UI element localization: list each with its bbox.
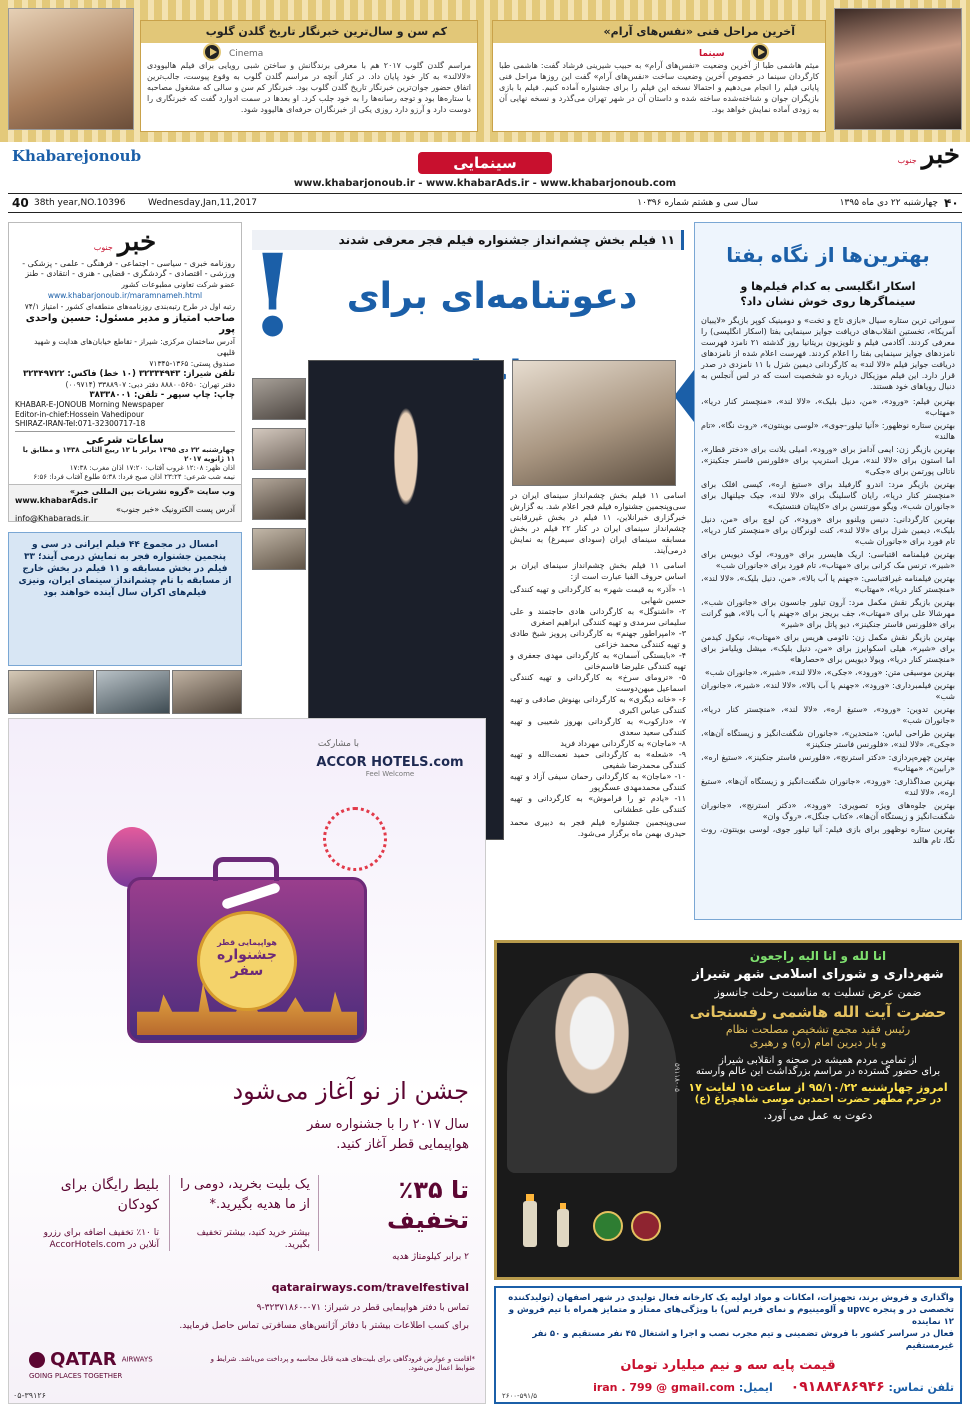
festival-sub: هواپیمایی قطر — [217, 938, 277, 947]
masthead-email[interactable]: info@Khabarads.ir — [15, 514, 89, 523]
masthead-tehran: دفتر تهران: ۸۸۸۰۰۵۶۵۰ دفتر دبی: ۳۳۸۸۹۰۷ (۰۰۹۷۱۴) — [65, 380, 235, 389]
factory-l2: تخصصی در و پنجره upvc و آلومینیوم و نمای فریم لس) با ویژگی‌های ممتاز و متمایز همراه با تیم فروش و ۱۲ نماینده — [508, 1305, 954, 1327]
logo-right-text: خبر — [921, 140, 960, 170]
offer-col-2 — [169, 1175, 319, 1251]
masthead-owner: صاحب امتیاز و مدیر مسئول: حسین واحدی پور — [25, 313, 235, 335]
play-icon — [751, 43, 769, 61]
emblem-icon — [593, 1211, 623, 1241]
film-item: ۳- «امپراطور جهنم» به کارگردانی پرویز شیخ طادی و تهیه کنندگی محمد خزاعی — [510, 629, 686, 649]
qatar-sub2: هواپیمایی قطر آغاز کنید. — [336, 1137, 469, 1152]
bafta-item: بهترین صداگذاری: «ورود»، «جانوران شگفت‌انگیز و زیستگاه آن‌ها»، «ستیغ اره»، «لالا لند» — [701, 777, 955, 797]
logo-left-text: Khabarejonoub — [12, 147, 142, 165]
side-photo-1 — [172, 670, 242, 714]
qatar-brand: QATAR — [50, 1349, 117, 1370]
bafta-item: بهترین فیلمنامه اقتباسی: اریک هایسرر برای «ورود»، لوک دیویس برای «شیر»، ترنس مک کرانی برای «مهتاب»، تام فورد برای «جانوران شب» — [701, 550, 955, 570]
condolence-verse: انا لله و انا الیه راجعون — [749, 949, 887, 963]
film-item: ۱- «آذر» به قیمت شهر» به کارگردانی و تهیه کنندگی حسین شهابی — [510, 585, 686, 605]
section-label: سینمایی — [453, 154, 517, 172]
candle-icon-2 — [557, 1209, 569, 1247]
bafta-item: بهترین ستاره نوظهور: «آنیا تیلور-جوی»، «لوسی بوینتون»، «روث نگا»، «تام هالند» — [701, 421, 955, 441]
masthead-address: آدرس ساختمان مرکزی: شیراز - تقاطع خیابان‌های هدایت و شهید قلیهی — [34, 337, 235, 357]
condolence-l7: امروز چهارشنبه ۹۵/۱۰/۲۲ از ساعت ۱۵ لغایت ۱۷ — [688, 1081, 948, 1094]
condolence-l1: شهرداری و شورای اسلامی شهر شیراز — [692, 967, 944, 982]
qatar-contact: تماس با دفتر هواپیمایی قطر در شیراز: ۰۷۱-۳۲۳۷۱۸۶۰-۹ — [256, 1303, 469, 1313]
factory-email[interactable]: iran . 799 @ gmail.com — [593, 1381, 735, 1394]
header-logo-left — [12, 146, 142, 170]
date-bar — [8, 195, 962, 211]
top-left-title — [141, 21, 477, 43]
factory-l3: فعال در سراسر کشور با فروش تضمینی و تیم مجرب نصب و اجرا و اشتغال ۴۵ نفر مستقیم و ۵۰ نفر غیرمستقیم — [532, 1329, 954, 1351]
oryx-icon — [29, 1352, 45, 1368]
offer-2-sub: بیشتر خرید کنید، بیشتر تخفیف بگیرید. — [196, 1228, 310, 1250]
qatar-brand-sub: AIRWAYS — [121, 1355, 153, 1364]
qatar-fine-print: *اقامت و عوارض فرودگاهی برای بلیت‌های هدیه قابل محاسبه و پرداخت می‌باشد. شرایط و ضوابط اعمال می‌شود. — [210, 1355, 475, 1372]
top-right-title — [493, 21, 825, 43]
bafta-item: بهترین طراحی لباس: «متحدین»، «جانوران شگفت‌انگیز و زیستگاه آن‌ها»، «جکی»، «لالا لند»، «فلورنس فاستر جنکینز» — [701, 729, 955, 749]
date-en: Wednesday,Jan,11,2017 — [148, 198, 257, 208]
film-item: ۸- «ماجان» به کارگردانی مهرداد فرید — [560, 739, 686, 748]
page-number-left: 40 — [12, 196, 29, 210]
factory-email-label: ایمیل: — [738, 1381, 773, 1394]
masthead-about: روزنامه خبری - سیاسی - اجتماعی - فرهنگی - علمی - پزشکی - ورزشی - اقتصادی - گردشگری - قضایی - هنری - انتقادی - طنز — [22, 259, 235, 278]
top-left-photo — [8, 8, 134, 130]
suitcase-illustration — [101, 807, 391, 1047]
prayer-title: ساعات شرعی — [15, 431, 235, 446]
masthead-en1: KHABAR-E-JONOUB Morning Newspaper — [15, 400, 164, 409]
condolence-l6: برای حضور گسترده در مراسم بزرگداشت این عالم وارسته — [695, 1066, 941, 1077]
masthead-phone: تلفن شیراز: ۳۲۳۳۴۹۴۳ (۱۰ خط) فاکس: ۳۲۳۴۹۷۲۲ — [22, 369, 235, 379]
festival-circle — [197, 911, 297, 1011]
top-right-teaser — [492, 20, 826, 132]
side-photo-2 — [96, 670, 170, 714]
film-item: ۲- «اشنوگل» به کارگردانی هادی حاجتمند و علی سلیمانی سرمدی و تهیه کنندگی ابراهیم اصغری — [510, 607, 686, 627]
header-logo-right — [860, 140, 960, 174]
condolence-l5: از تمامی مردم همیشه در صحنه و انقلابی شیراز — [719, 1055, 917, 1066]
top-left-body: مراسم گلدن گلوب ۲۰۱۷ هم با معرفی برندگانش و ساختن شبی رویایی برای فیلم هالیوودی «لالالند» به کار خود پایان داد. در کنار آنچه در مراسم گلدن گلوب به وقوع پیوست، جالب‌ترین اتفاق حضور جوان‌ترین خبرنگار تاریخ گلدن گلوب بود. خبرنگار کم سن و سالی که مشغول مصاحبه با ستاره‌ها بود و توجه رسانه‌ها را به خود جلب کرد. او بعدها در سمت ادوارد گفت که خبرنگاری را دوست دارد و آرزو دارد روزی یکی از خبرنگاران حرفه‌ای هالیوود شود. — [147, 61, 472, 114]
arrow-left-icon — [674, 370, 694, 422]
emblem-icon-2 — [631, 1211, 661, 1241]
bafta-box — [694, 222, 962, 920]
factory-phone[interactable]: ۰۹۱۸۸۴۸۶۹۴۶ — [790, 1379, 885, 1395]
exclaim-mark: ! — [248, 231, 298, 362]
condolence-l9: دعوت به عمل می آورد. — [763, 1109, 873, 1122]
festival-title: جشنواره سفر — [217, 947, 277, 979]
accor-sub: Feel Welcome — [365, 770, 415, 778]
qatar-url[interactable]: qatarairways.com/travelfestival — [271, 1281, 469, 1294]
old-woman-photo — [512, 360, 676, 486]
bafta-subtitle: اسکار انگلیسی به کدام فیلم‌ها و سینماگرها روی خوش نشان داد؟ — [740, 280, 916, 308]
condolence-box — [494, 940, 962, 1280]
center-kicker: ۱۱ فیلم بخش چشم‌انداز جشنواره فیلم فجر معرفی شدند — [252, 230, 684, 250]
masthead-logo-sub: جنوب — [93, 243, 113, 252]
cleric-photo — [507, 973, 677, 1173]
site-url[interactable]: www.khabarAds.ir — [15, 496, 98, 505]
masthead-rank: رتبه اول در طرح رتبه‌بندی روزنامه‌های منطقه‌ای کشور - امتیاز ۷۴/۱ — [24, 302, 235, 311]
offer-col-1 — [329, 1175, 469, 1263]
issue-fa: سال سی و هشتم شماره ۱۰۳۹۶ — [637, 198, 758, 208]
offer-3-sub: تا ۱۰٪ تخفیف اضافه برای رزرو آنلاین در AccorHotels.com — [43, 1228, 159, 1250]
film-still-2 — [252, 428, 306, 470]
masthead-en3: SHIRAZ-IRAN-Tel:071-32300717-18 — [15, 419, 146, 428]
masthead-en2: Editor-in-chief:Hossein Vahedipour — [15, 409, 144, 419]
film-item: ۱۰- «ماجان» به کارگردانی رحمان سیفی آزاد و تهیه کنندگی محمدمهدی عسگرپور — [510, 772, 686, 792]
bafta-item: بهترین کارگردانی: دنیس ویلنوو برای «ورود»، کن لوچ برای «من، دنیل بلیک»، دیمین شزل برای «لالا لند»، کنت لونرگان برای «منچستر کنار دریا»، تام فورد برای «جانوران شب» — [701, 515, 955, 546]
condolence-code: ۵۹۱۱۸-۰۵ — [673, 1063, 681, 1092]
bafta-item: بهترین بازیگر مرد: اندرو گارفیلد برای «ستیغ اره»، کیسی افلک برای «منچستر کنار دریا»، رایان گاسلینگ برای «لالا لند»، جیک جیلنهال برای «جانوران شب»، ویگو مورتنسن برای «کاپیتان فنتستیک» — [701, 480, 955, 511]
factory-phone-label: تلفن تماس: — [888, 1381, 954, 1394]
bafta-item: بهترین جلوه‌های ویژه تصویری: «ورود»، «دکتر استرنج»، «جانوران شگفت‌انگیز و زیستگاه آن‌ها»، «کتاب جنگل»، «روگ وان» — [701, 801, 955, 821]
play-icon — [203, 43, 221, 61]
factory-price: قیمت پایه سه و نیم میلیارد تومان — [620, 1358, 836, 1373]
bafta-item: بهترین فیلمنامه غیراقتباسی: «جهنم یا آب بالا»، «من، دنیل بلیک»، «لالا لند»، «منچستر کنار دریا»، «مهتاب» — [701, 574, 955, 594]
masthead-print: چاپ: چاپ سپهر - تلفن: ۳۸۳۳۸۰۰۱ — [89, 390, 235, 400]
side-photo-3 — [8, 670, 94, 714]
film-item: ۱۱- «یادم تو را فراموش» به کارگردانی و تهیه کنندگی علی عطشانی — [510, 794, 686, 814]
accor-text: ACCOR HOTELS.com — [316, 755, 464, 770]
masthead-member: عضو شرکت تعاونی مطبوعات کشور — [121, 280, 235, 289]
top-left-teaser — [140, 20, 478, 132]
bafta-item: بهترین فیلمبرداری: «ورود»، «جهنم یا آب بالا»، «لالا لند»، «شیر»، «جانوران شب» — [701, 681, 955, 701]
factory-code: ۲۶۰۰-۵۹۱/۵ — [502, 1392, 537, 1400]
factory-contact — [502, 1379, 954, 1395]
film-list — [510, 584, 686, 815]
web-box — [8, 484, 242, 522]
bafta-list — [701, 396, 955, 846]
suitcase-handle — [213, 857, 279, 881]
candle-icon — [523, 1201, 537, 1247]
date-fa: چهارشنبه ۲۲ دی ماه ۱۳۹۵ — [839, 198, 938, 208]
qatar-agency: برای کسب اطلاعات بیشتر با دفاتر آژانس‌های مسافرتی تماس حاصل فرمایید. — [179, 1321, 469, 1331]
factory-l1: واگذاری و فروش برند، تجهیزات، امکانات و مواد اولیه یک کارخانه فعال تولیدی در شهر اصفهان (تولیدکننده — [508, 1293, 954, 1303]
bafta-item: بهترین بازیگر زن: ایمی آدامز برای «ورود»، امیلی بلانت برای «دختر قطار»، اما استون برای «لالا لند»، مریل استریپ برای «فلورنس فاستر جنکینز»، ناتالی پورتمن برای «جکی» — [701, 445, 955, 476]
offer-3-title: بلیط رایگان برای کودکان — [60, 1177, 159, 1213]
masthead-url: www.khabarjonoub.ir/maramnameh.html — [47, 291, 203, 300]
firework-icon — [323, 807, 387, 871]
offer-1-title: تا ۳۵٪ تخفیف — [387, 1176, 469, 1234]
center-headline: دعوتنامه‌ای برای — [346, 276, 638, 317]
header-rule — [8, 193, 962, 194]
film-still-1 — [252, 378, 306, 420]
film-item: ۷- «دارکوب» به کارگردانی بهروز شعیبی و تهیه کنندگی سعید سعدی — [510, 717, 686, 737]
qatar-ad — [8, 718, 486, 1404]
site-label: وب سایت «گروه نشریات بین المللی خبر» — [69, 487, 235, 496]
film-still-3 — [252, 478, 306, 520]
qatar-sub1: سال ۲۰۱۷ را با جشنواره سفر — [307, 1117, 469, 1132]
qatar-slogan: GOING PLACES TOGETHER — [29, 1372, 123, 1380]
page-number-right: ۴۰ — [944, 196, 959, 210]
masthead-logo: خبر — [117, 227, 157, 257]
bafta-item: بهترین چهره‌پردازی: «دکتر استرنج»، «فلورنس فاستر جنکینز»، «ستیغ اره»، «رابین»، «مهتاب» — [701, 753, 955, 773]
prayer-2: نیمه شب شرعی: ۲۳:۲۴ اذان صبح فردا: ۵:۳۸ طلوع آفتاب فردا: ۶:۵۶ — [33, 472, 235, 481]
prayer-1: اذان ظهر: ۱۲:۰۸ غروب آفتاب: ۱۷:۲۰ اذان مغرب: ۱۷:۳۸ — [69, 463, 235, 472]
section-badge — [418, 152, 552, 174]
partner-label: با مشارکت — [317, 739, 359, 749]
prayer-date: چهارشنبه ۲۲ دی ۱۳۹۵ برابر با ۱۲ ربیع الثانی ۱۴۳۸ و مطابق با ۱۱ ژانویه ۲۰۱۷ — [22, 445, 235, 463]
article-lead: اسامی ۱۱ فیلم بخش چشم‌انداز سینمای ایران بر اساس حروف الفبا عبارت است از: — [510, 561, 686, 581]
top-right-photo — [834, 8, 962, 130]
condolence-l3: رئیس فقید مجمع تشخیص مصلحت نظام — [725, 1023, 911, 1036]
side-news-headline: امسال در مجموع ۴۴ فیلم ایرانی در سی و پنجمین جشنواره فجر به نمایش درمی آیند؛ ۳۳ فیلم در بخش مسابقه و ۱۱ فیلم در بخش خارج از مسابقه با نام چشم‌انداز سینمای ایران، ونیزی فیلم‌های اکران سال آینده خواهند بود — [18, 540, 232, 598]
offer-1-sub: ۲ برابر کیلومتاژ هدیه — [392, 1252, 469, 1262]
film-item: ۴- «بایستگی آسمان» به کارگردانی مهدی جعفری و تهیه کنندگی علیرضا قاسم‌خانی — [510, 651, 686, 671]
bafta-title: بهترین‌ها از نگاه بفتا — [726, 243, 930, 267]
offer-col-3 — [29, 1175, 159, 1251]
condolence-l2: ضمن عرض تسلیت به مناسبت رحلت جانسوز — [714, 986, 922, 999]
accor-logo — [315, 755, 465, 778]
top-right-body: میثم هاشمی طبا از آخرین وضعیت «نفس‌های آرام» به حبیب شیرینی فرشاد گفت: هاشمی طبا کارگردان سینما در خصوص آخرین وضعیت ساخت «نفس‌های آرام» گفت این روزها مراحل فنی پایانی فیلم را انجام می‌دهیم و احتمالا نسخه این فیلم را برای جشنواره آماده کنیم. فیلم با بازی بازیگران جوان و شناخته‌شده ساخته شده و داستان آن در شهر تهران می‌گذرد و نسخه نهایی آن به زودی آماده نمایش خواهد بود. — [499, 61, 819, 114]
article-end: سی‌وپنجمین جشنواره فیلم فجر به دبیری محمد حیدری بهمن ماه برگزار می‌شود. — [510, 818, 686, 838]
top-right-tag: سینما — [699, 49, 725, 59]
bafta-item: بهترین موسیقی متن: «ورود»، «جکی»، «لالا لند»، «شیر»، «جانوران شب» — [704, 668, 955, 677]
article-intro: اسامی ۱۱ فیلم بخش چشم‌انداز سینمای ایران در سی‌وپنجمین جشنواره فیلم فجر اعلام شد. به گزارش خبرگزاری خبرانلاین، ۱۱ فیلم در بخش غیررقابتی چشم‌انداز سینمای ایران در کنار ۲۲ فیلم در بخش مسابقه سینمای ایران (سودای سیمرغ) به نمایش درمی‌آیند. — [510, 491, 686, 555]
masthead-box — [8, 222, 242, 522]
film-still-4 — [252, 528, 306, 570]
top-left-title-text: کم سن و سال‌ترین خبرنگار تاریخ گلدن گلوب — [205, 25, 447, 38]
bafta-item: بهترین بازیگر نقش مکمل زن: نائومی هریس برای «مهتاب»، نیکول کیدمن برای «شیر»، هیلی اسکوایرز برای «من، دنیل بلیک»، میشل ویلیامز برای «منچستر کنار دریا»، ویولا دیویس برای «حصارها» — [701, 633, 955, 664]
side-news — [8, 532, 242, 666]
qatar-code: ۰۵-۳۹۱۲۶ — [13, 1391, 46, 1400]
bafta-item: بهترین فیلم: «ورود»، «من، دنیل بلیک»، «لالا لند»، «منچستر کنار دریا»، «مهتاب» — [701, 397, 955, 417]
logo-right-sub: جنوب — [897, 156, 917, 165]
center-article — [510, 490, 686, 916]
film-item: ۹- «شعله» به کارگردانی حمید نعمت‌الله و تهیه کنندگی محمدرضا شفیعی — [510, 750, 686, 770]
qatar-logo — [29, 1349, 159, 1380]
offer-2-title: یک بلیت بخرید، دومی را از ما هدیه بگیرید.* — [180, 1177, 310, 1212]
film-item: ۵- «ترومای سرخ» به کارگردانی و تهیه کنندگی اسماعیل میهن‌دوست — [510, 673, 686, 693]
bafta-item: بهترین بازیگر نقش مکمل مرد: آرون تیلور جانسون برای «جانوران شب»، مهرشالا علی برای «مهتاب»، جف بریجز برای «جهنم یا آب بالا»، هیو گرانت برای «فلورنس فاستر جنکینز»، دیو پاتل برای «شیر» — [701, 598, 955, 629]
bafta-item: بهترین ستاره نوظهور برای بازی فیلم: آنیا تیلور جوی، لوسی بوینتون، روث نگا، تام هالند — [701, 825, 955, 845]
qatar-headline: جشن از نو آغاز می‌شود — [232, 1077, 469, 1105]
film-item: ۶- «خانه دیگری» به کارگردانی بهنوش صادقی و تهیه کنندگی عباس اکبری — [510, 695, 686, 715]
condolence-l4: و یار دیرین امام (ره) و رهبری — [749, 1036, 887, 1049]
issue-en: 38th year,NO.10396 — [34, 198, 126, 208]
factory-ad — [494, 1286, 962, 1404]
masthead-pobox: صندوق پستی: ۱۳۶۵-۷۱۳۴۵ — [149, 359, 235, 368]
condolence-name: حضرت آیت الله هاشمی رفسنجانی — [689, 1003, 947, 1021]
email-label: آدرس پست الکترونیک «خبر جنوب» — [116, 505, 235, 514]
date-rule — [8, 212, 962, 213]
bafta-item: بهترین تدوین: «ورود»، «ستیغ اره»، «لالا لند»، «منچستر کنار دریا»، «جانوران شب» — [701, 705, 955, 725]
condolence-l8: در حرم مطهر حضرت احمدبن موسی شاهچراغ (ع) — [694, 1094, 942, 1105]
bafta-intro: سوراتی ترین ستاره سیال «بازی تاج و تخت» و دومینیک کوپر بازیگر «لایبیان آمریکا»، تخستین انقلاب‌های دریافت جوایز سینمایی بفتا (اسکار انگلیسی) را معرفی کردند. آکادمی فیلم و تلویزیون بریتانیا روز گذشته ۲۱ نامزد فهرست نامزدهای جوایز سینمایی بفتا را اعلام کردند. فهرست اعلام شده از نامزدهای دریافت جوایز فیلم «لالا لند» به کارگردانی دیمین شزل با ۱۱ نامزدی در صدر قرار دارد. این فیلم موزیکال درباره دو شخصیت است که در لس آنجلس به دنبال رویاهای خود هستند. — [701, 316, 955, 391]
top-right-title-text: آخرین مراحل فنی «نفس‌های آرام» — [603, 25, 795, 38]
condolence-text — [675, 949, 961, 1122]
top-left-tag: Cinema — [229, 49, 264, 59]
header-urls: www.khabarjonoub.ir - www.khabarAds.ir - www.khabarjonoub.com — [293, 178, 677, 189]
